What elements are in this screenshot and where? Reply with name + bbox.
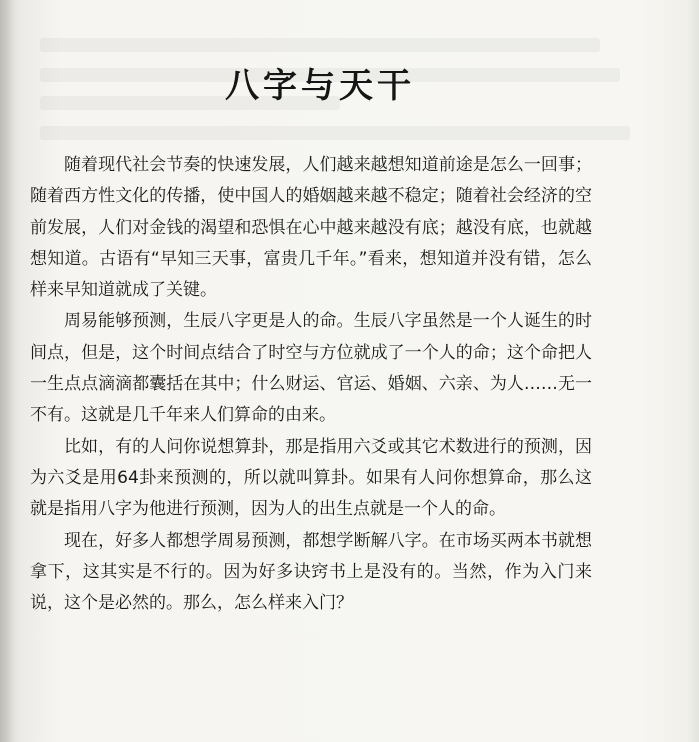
paragraph-3: 比如，有的人问你说想算卦，那是指用六爻或其它术数进行的预测，因为六爻是用64卦来预测的，所以就叫算卦。如果有人问你想算命，那么这就是指用八字为他进行预测，因为人的出生点就是一个人的命。 (30, 436, 592, 520)
spine-shadow (0, 0, 14, 742)
paragraph-1: 随着现代社会节奏的快速发展，人们越来越想知道前途是怎么一回事；随着西方性文化的传播，使中国人的婚姻越来越不稳定；随着社会经济的空前发展，人们对金钱的渴望和恐惧在心中越来越没有底；越没有底，也就越想知道。古语有“早知三天事，富贵几千年。”看来，想知道并没有错，怎么样来早知道就成了关键。 (30, 155, 592, 301)
bleed-through-line (40, 126, 630, 140)
page-edge (687, 0, 699, 742)
article-body (30, 150, 592, 619)
paragraph-2: 周易能够预测，生辰八字更是人的命。生辰八字虽然是一个人诞生的时间点，但是，这个时间点结合了时空与方位就成了一个人的命；这个命把人一生点点滴滴都囊括在其中；什么财运、官运、婚姻、六亲、为人……无一不有。这就是几千年来人们算命的由来。 (30, 311, 592, 426)
chapter-title: 八字与天干 (225, 66, 415, 106)
bleed-through-line (40, 38, 600, 52)
paragraph-4: 现在，好多人都想学周易预测，都想学断解八字。在市场买两本书就想拿下，这其实是不行的。因为好多诀窍书上是没有的。当然，作为入门来说，这个是必然的。那么，怎么样来入门？ (30, 530, 592, 614)
